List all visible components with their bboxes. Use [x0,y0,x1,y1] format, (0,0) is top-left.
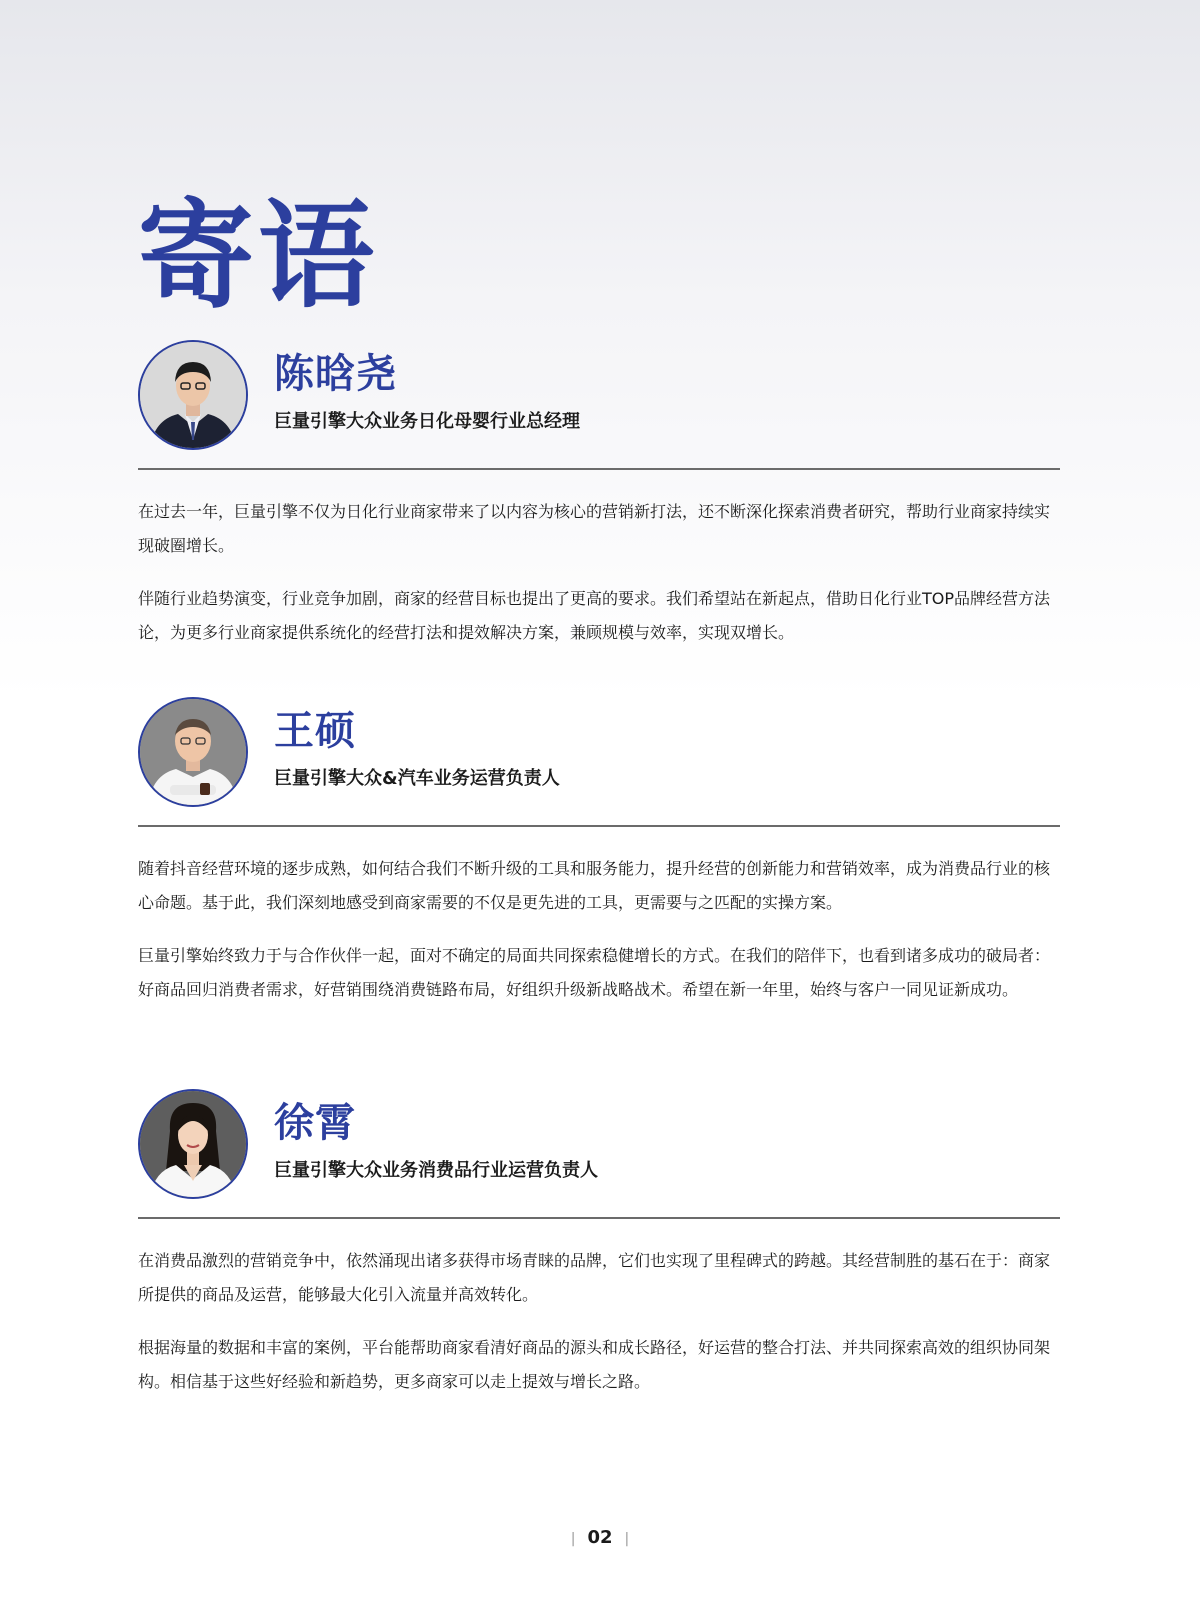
person-role: 巨量引擎大众业务日化母婴行业总经理 [274,411,580,432]
message-body [138,1244,1060,1418]
message-body [138,495,1060,669]
person-name: 陈晗尧 [274,350,397,397]
person-name: 王硕 [274,707,356,754]
divider [138,825,1060,827]
paragraph: 巨量引擎始终致力于与合作伙伴一起，面对不确定的局面共同探索稳健增长的方式。在我们的陪伴下，也看到诸多成功的破局者：好商品回归消费者需求，好营销围绕消费链路布局，好组织升级新战略战术。希望在新一年里，始终与客户一同见证新成功。 [138,946,1051,999]
divider [138,468,1060,470]
paragraph: 随着抖音经营环境的逐步成熟，如何结合我们不断升级的工具和服务能力，提升经营的创新能力和营销效率，成为消费品行业的核心命题。基于此，我们深刻地感受到商家需要的不仅是更先进的工具，更需要与之匹配的实操方案。 [138,859,1051,912]
paragraph: 在过去一年，巨量引擎不仅为日化行业商家带来了以内容为核心的营销新打法，还不断深化探索消费者研究，帮助行业商家持续实现破圈增长。 [138,502,1051,555]
message-section-1 [138,340,1060,642]
avatar-photo [138,1089,248,1199]
message-section-2 [138,697,1060,999]
message-body [138,852,1060,1026]
person-header [138,340,1060,456]
person-header [138,1089,1060,1205]
page-title: 寄语 [138,187,378,324]
person-name: 徐霄 [274,1099,356,1146]
paragraph: 在消费品激烈的营销竞争中，依然涌现出诸多获得市场青睐的品牌，它们也实现了里程碑式的跨越。其经营制胜的基石在于：商家所提供的商品及运营，能够最大化引入流量并高效转化。 [138,1251,1051,1304]
avatar-photo [138,340,248,450]
person-role: 巨量引擎大众业务消费品行业运营负责人 [274,1160,598,1181]
avatar-photo [138,697,248,807]
person-header [138,697,1060,813]
divider [138,1217,1060,1219]
page-number-right-tick: | [624,1531,630,1547]
page-number-left-tick: | [570,1531,576,1547]
page-number-value: 02 [587,1527,613,1548]
paragraph: 伴随行业趋势演变，行业竞争加剧，商家的经营目标也提出了更高的要求。我们希望站在新起点，借助日化行业TOP品牌经营方法论，为更多行业商家提供系统化的经营打法和提效解决方案，兼顾规模与效率，实现双增长。 [138,589,1051,642]
person-role: 巨量引擎大众&汽车业务运营负责人 [274,768,560,789]
paragraph: 根据海量的数据和丰富的案例，平台能帮助商家看清好商品的源头和成长路径，好运营的整合打法、并共同探索高效的组织协同架构。相信基于这些好经验和新趋势，更多商家可以走上提效与增长之路。 [138,1338,1051,1391]
message-section-3 [138,1089,1060,1391]
page-number [0,1527,1200,1548]
